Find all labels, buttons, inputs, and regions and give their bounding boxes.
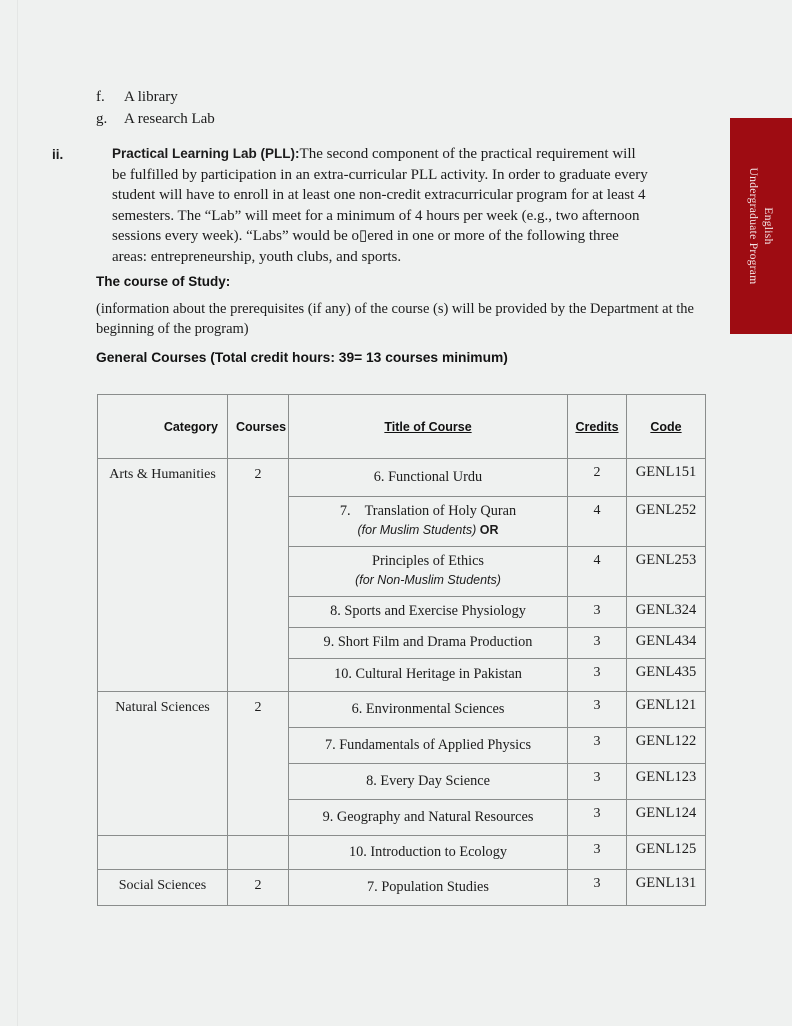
cell-course-code: GENL252 [627,497,706,547]
cell-category [98,836,228,870]
cell-course-code: GENL253 [627,547,706,597]
practical-learning-lab-paragraph [112,144,652,267]
cell-credits: 4 [568,497,627,547]
cell-credits: 2 [568,459,627,497]
column-header-courses: Courses [228,395,289,459]
cell-course-title: 10. Cultural Heritage in Pakistan [289,659,568,692]
column-header-credits: Credits [568,395,627,459]
cell-course-code: GENL122 [627,728,706,764]
heading-general-courses: General Courses (Total credit hours: 39= 13 courses minimum) [96,350,508,365]
list-item-label: A research Lab [124,111,215,127]
cell-course-code: GENL131 [627,870,706,906]
cell-course-title: 9. Geography and Natural Resources [289,800,568,836]
table-row [98,459,706,497]
cell-courses-count [228,836,289,870]
practical-learning-lab-body: The second component of the practical requirement will be fulfilled by participation in an extra-curricular PLL activity. In order to graduate every student will have to enroll in at least one non-credit extracurricular program for at least 4 semesters. The “Lab” will meet for a minimum of 4 hours per week (e.g., two afternoon sessions every week). “Labs” would be o▯ered in one or more of the following three areas: entrepreneurship, youth clubs, and sports. [112,146,648,265]
cell-credits: 3 [568,659,627,692]
cell-course-title: 7. Fundamentals of Applied Physics [289,728,568,764]
cell-course-code: GENL125 [627,836,706,870]
cell-course-code: GENL434 [627,628,706,659]
cell-credits: 4 [568,547,627,597]
cell-course-title: 7. Translation of Holy Quran (for Muslim Students) OR [289,497,568,547]
cell-category: Natural Sciences [98,692,228,836]
table-body [98,459,706,906]
cell-course-code: GENL435 [627,659,706,692]
side-tab-banner [730,118,792,334]
table-row [98,870,706,906]
cell-courses-count: 2 [228,692,289,836]
sub-list [96,87,656,131]
general-courses-table [97,394,706,906]
cell-course-title: 7. Population Studies [289,870,568,906]
cell-credits: 3 [568,836,627,870]
cell-course-title: 9. Short Film and Drama Production [289,628,568,659]
cell-course-title: 10. Introduction to Ecology [289,836,568,870]
practical-learning-lab-lead: Practical Learning Lab (PLL): [112,146,300,161]
cell-course-code: GENL121 [627,692,706,728]
cell-credits: 3 [568,692,627,728]
table-header [98,395,706,459]
list-item-marker: f. [96,89,105,105]
cell-credits: 3 [568,728,627,764]
prerequisites-note: (information about the prerequisites (if any) of the course (s) will be provided by the Department at the beginning of the program) [96,301,694,337]
list-item-marker: g. [96,111,108,127]
column-header-title: Title of Course [289,395,568,459]
cell-course-title: 8. Every Day Science [289,764,568,800]
cell-course-code: GENL124 [627,800,706,836]
cell-course-code: GENL123 [627,764,706,800]
table-row [98,692,706,728]
cell-course-title: Principles of Ethics (for Non-Muslim Students) [289,547,568,597]
cell-credits: 3 [568,764,627,800]
cell-course-title: 6. Functional Urdu [289,459,568,497]
list-item-label: A library [124,89,178,105]
column-header-code: Code [627,395,706,459]
heading-course-of-study: The course of Study: [96,274,231,289]
cell-credits: 3 [568,800,627,836]
cell-category: Social Sciences [98,870,228,906]
cell-course-code: GENL151 [627,459,706,497]
list-item [96,109,656,130]
column-header-category: Category [98,395,228,459]
practical-learning-lab-section [52,144,652,267]
side-tab-line-program-name: English [762,207,775,245]
cell-courses-count: 2 [228,459,289,692]
table-header-row [98,395,706,459]
roman-numeral-marker: ii. [52,147,64,162]
cell-course-title: 6. Environmental Sciences [289,692,568,728]
cell-courses-count: 2 [228,870,289,906]
cell-credits: 3 [568,597,627,628]
table-row [98,836,706,870]
cell-category: Arts & Humanities [98,459,228,692]
cell-course-code: GENL324 [627,597,706,628]
cell-credits: 3 [568,870,627,906]
list-item [96,87,656,108]
side-tab-line-program-level: Undergraduate Program [747,167,760,285]
cell-credits: 3 [568,628,627,659]
cell-course-title: 8. Sports and Exercise Physiology [289,597,568,628]
